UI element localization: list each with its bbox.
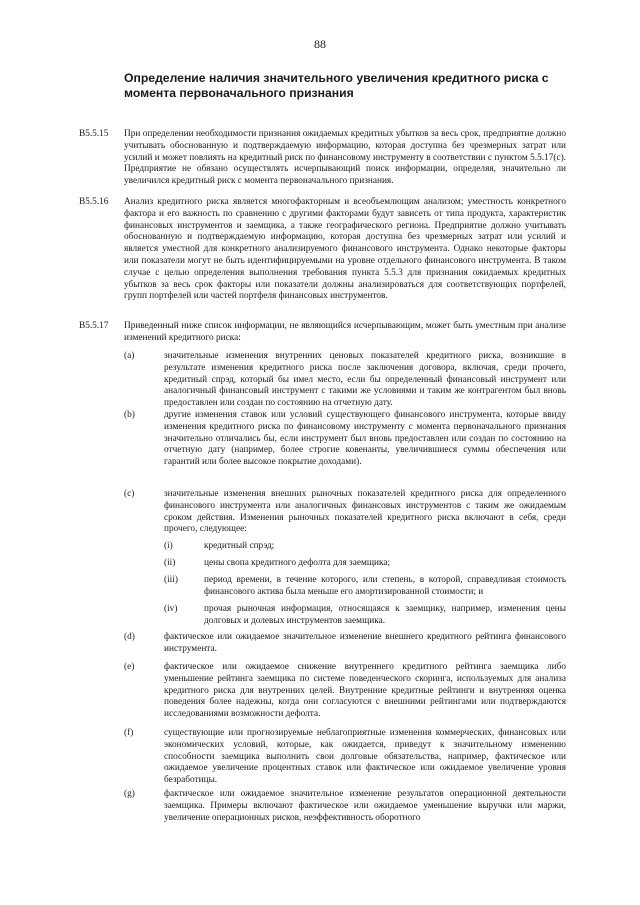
sub-item-label: (iii) bbox=[164, 575, 178, 585]
list-item-g bbox=[124, 789, 566, 824]
list-item-text: значительные изменения внешних рыночных показателей кредитного риска для определенного финансового инструмента или аналогичных финансовых инструментов с таким же ожидаемым сроком действия. Изменения рыночных показателей кредитного риска включают в себя, среди прочего, следующее: bbox=[164, 489, 566, 535]
paragraph-b5-5-15 bbox=[79, 129, 566, 188]
list-item-text: фактическое или ожидаемое снижение внутреннего кредитного рейтинга заемщика либо уменьшение рейтинга заемщика по системе поведенческого скоринга, используемых для анализа кредитного риска для внутренних целей. Внутренние кредитные рейтинги и внутренняя оценка поведения более надежны, когда они согласуются с внешними рейтингами или подтверждаются исследованиями возможности дефолта. bbox=[164, 662, 566, 720]
list-item-text: значительные изменения внутренних ценовых показателей кредитного риска, возникшие в результате изменения кредитного риска после заключения договора, включая, среди прочего, кредитный спрэд, который бы имел место, если бы определенный финансовый инструмент или аналогичный финансовый инструмент с такими же условиями и таким же контрагентом был вновь предоставлен или создан по состоянию на отчетную дату. bbox=[164, 351, 566, 409]
paragraph-b5-5-16 bbox=[79, 197, 566, 303]
list-item-text: фактическое или ожидаемое значительное изменение внешнего кредитного рейтинга финансового инструмента. bbox=[164, 632, 566, 654]
list-item-e bbox=[124, 662, 566, 721]
list-item-text: другие изменения ставок или условий существующего финансового инструмента, которые ввиду изменения кредитного риска по финансовому инструменту с момента первоначального признания значительно отличались бы, если инструмент был вновь предоставлен или создан по состоянию на отчетную дату (например, более строгие ковенанты, увеличившиеся суммы обеспечения или гарантий или более высокое покрытие доходами). bbox=[164, 410, 566, 468]
sub-item-label: (ii) bbox=[164, 558, 176, 568]
list-item-label: (c) bbox=[124, 489, 135, 499]
list-item-label: (f) bbox=[124, 728, 134, 738]
paragraph-b5-5-17 bbox=[79, 321, 566, 345]
sub-item-text: кредитный спрэд; bbox=[204, 541, 275, 551]
list-item-a bbox=[124, 351, 566, 410]
paragraph-number: B5.5.16 bbox=[79, 197, 109, 207]
sub-item-iv bbox=[164, 604, 566, 628]
list-item-d bbox=[124, 632, 566, 656]
paragraph-text: Анализ кредитного риска является многофакторным и всеобъемлющим анализом; уместность конкретного фактора и его важность по сравнению с другими факторами будут зависеть от типа продукта, характеристик финансовых инструментов и заемщика, а также географического региона. Предприятие должно учитывать обоснованную и подтверждаемую информацию, которая доступна без чрезмерных затрат или усилий и является уместной для конкретного анализируемого финансового инструмента. Однако некоторые факторы или показатели могут не быть идентифицируемыми на уровне отдельного финансового инструмента. В таком случае с целью определения выполнения требования пункта 5.5.3 для признания ожидаемых кредитных убытков за весь срок факторы или показатели должны анализироваться для соответствующих портфелей, групп портфелей или частей портфеля финансовых инструментов. bbox=[124, 197, 566, 302]
sub-item-label: (i) bbox=[164, 541, 173, 551]
paragraph-text: При определении необходимости признания ожидаемых кредитных убытков за весь срок, предприятие должно учитывать обоснованную и подтверждаемую информацию, которая доступна без чрезмерных затрат или усилий и может повлиять на кредитный риск по финансовому инструменту в соответствии с пунктом 5.5.17(с). Предприятие не обязано осуществлять исчерпывающий поиск информации, определяя, значительно ли увеличился кредитный риск с момента первоначального признания. bbox=[124, 129, 566, 187]
list-item-label: (g) bbox=[124, 789, 135, 799]
sub-item-text: период времени, в течение которого, или степень, в которой, справедливая стоимость финансового актива была меньше его амортизированной стоимости; и bbox=[204, 575, 566, 597]
list-item-b bbox=[124, 410, 566, 469]
list-item-f bbox=[124, 728, 566, 787]
list-item-text: фактическое или ожидаемое значительное изменение результатов операционной деятельности заемщика. Примеры включают фактическое или ожидаемое уменьшение выручки или маржи, увеличение операционных рисков, неэффективность оборотного bbox=[164, 789, 566, 823]
list-item-c bbox=[124, 489, 566, 536]
paragraph-text: Приведенный ниже список информации, не являющийся исчерпывающим, может быть уместным при анализе изменений кредитного риска: bbox=[124, 321, 566, 343]
list-item-label: (e) bbox=[124, 662, 135, 672]
sub-item-iii bbox=[164, 575, 566, 599]
sub-item-i bbox=[164, 541, 566, 553]
sub-item-label: (iv) bbox=[164, 604, 178, 614]
page-number: 88 bbox=[314, 37, 326, 51]
list-item-label: (d) bbox=[124, 632, 135, 642]
sub-item-text: прочая рыночная информация, относящаяся к заемщику, например, изменения цены долговых и долевых инструментов заемщика. bbox=[204, 604, 566, 626]
sub-item-ii bbox=[164, 558, 566, 570]
list-item-label: (a) bbox=[124, 351, 135, 361]
paragraph-number: B5.5.17 bbox=[79, 321, 109, 331]
sub-item-text: цены свопа кредитного дефолта для заемщика; bbox=[204, 558, 391, 568]
list-item-text: существующие или прогнозируемые неблагоприятные изменения коммерческих, финансовых или экономических условий, которые, как ожидается, приведут к значительному изменению способности заемщика выполнить свои долговые обязательства, например, фактическое или ожидаемое увеличение процентных ставок или фактическое или ожидаемое увеличение уровня безработицы. bbox=[164, 728, 566, 786]
paragraph-number: B5.5.15 bbox=[79, 129, 109, 139]
list-item-label: (b) bbox=[124, 410, 135, 420]
section-heading: Определение наличия значительного увеличения кредитного риска с момента первоначального признания bbox=[124, 71, 549, 100]
